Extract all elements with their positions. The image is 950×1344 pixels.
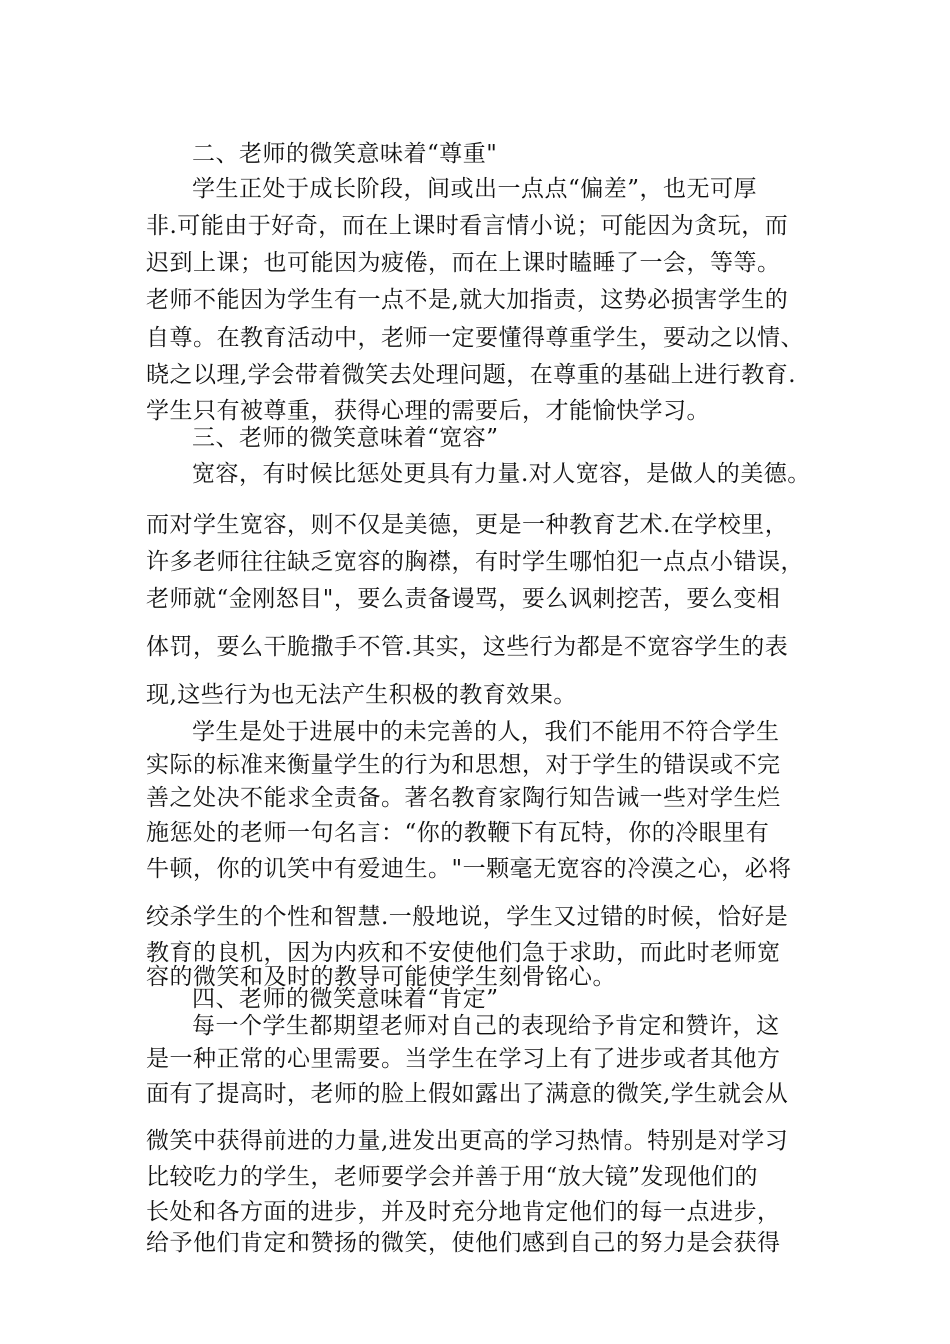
paragraph-line: 晓之以理,学会带着微笑去处理问题，在尊重的基础上进行教育. xyxy=(146,362,797,388)
paragraph-line: 自尊。在教育活动中，老师一定要懂得尊重学生，要动之以情、 xyxy=(146,325,804,351)
paragraph-line: 而对学生宽容，则不仅是美德，更是一种教育艺术.在学校里， xyxy=(146,512,789,538)
paragraph-line: 容的微笑和及时的教导可能使学生刻骨铭心。 xyxy=(146,964,616,990)
paragraph-line: 微笑中获得前进的力量,进发出更高的学习热情。特别是对学习 xyxy=(146,1128,789,1154)
paragraph-line: 学生只有被尊重，获得心理的需要后，才能愉快学习。 xyxy=(146,398,710,424)
heading-tolerance: 三、老师的微笑意味着“宽容” xyxy=(192,425,499,451)
paragraph-line: 老师就“金刚怒目"，要么责备谩骂，要么讽刺挖苦，要么变相 xyxy=(146,586,781,612)
heading-affirmation: 四、老师的微笑意味着“肯定” xyxy=(192,986,499,1012)
paragraph-line: 教育的良机，因为内疚和不安使他们急于求助，而此时老师宽 xyxy=(146,940,781,966)
paragraph-line: 牛顿，你的讥笑中有爱迪生。"一颗毫无宽容的冷漠之心，必将 xyxy=(146,856,792,882)
paragraph-line: 施惩处的老师一句名言：“你的教鞭下有瓦特，你的冷眼里有 xyxy=(146,820,770,846)
paragraph-line: 绞杀学生的个性和智慧.一般地说，学生又过错的时候，恰好是 xyxy=(146,904,789,930)
paragraph-line: 善之处决不能求全责备。著名教育家陶行知告诫一些对学生烂 xyxy=(146,785,781,811)
heading-respect: 二、老师的微笑意味着“尊重" xyxy=(192,141,498,167)
paragraph-line: 老师不能因为学生有一点不是,就大加指责，这势必损害学生的 xyxy=(146,287,789,313)
paragraph-line: 是一种正常的心里需要。当学生在学习上有了进步或者其他方 xyxy=(146,1046,781,1072)
paragraph-line: 宽容，有时候比惩处更具有力量.对人宽容，是做人的美德。 xyxy=(192,461,811,487)
paragraph-line: 学生正处于成长阶段，间或出一点点“偏差”，也无可厚 xyxy=(192,176,758,202)
paragraph-line: 体罚，要么干脆撒手不管.其实，这些行为都是不宽容学生的表 xyxy=(146,634,789,660)
paragraph-line: 每一个学生都期望老师对自己的表现给予肯定和赞许，这 xyxy=(192,1013,780,1039)
paragraph-line: 学生是处于进展中的未完善的人，我们不能用不符合学生 xyxy=(192,719,780,745)
paragraph-line: 许多老师往往缺乏宽容的胸襟，有时学生哪怕犯一点点小错误， xyxy=(146,549,804,575)
paragraph-line: 长处和各方面的进步，并及时充分地肯定他们的每一点进步， xyxy=(146,1199,781,1225)
paragraph-line: 比较吃力的学生，老师要学会并善于用“放大镜”发现他们的 xyxy=(146,1164,759,1190)
paragraph-line: 给予他们肯定和赞扬的微笑，使他们感到自己的努力是会获得 xyxy=(146,1230,781,1256)
paragraph-line: 非.可能由于好奇，而在上课时看言情小说；可能因为贪玩，而 xyxy=(146,213,789,239)
paragraph-line: 实际的标准来衡量学生的行为和思想，对于学生的错误或不完 xyxy=(146,752,781,778)
paragraph-line: 迟到上课；也可能因为疲倦，而在上课时瞌睡了一会，等等。 xyxy=(146,250,781,276)
paragraph-line: 面有了提高时，老师的脸上假如露出了满意的微笑,学生就会从 xyxy=(146,1081,789,1107)
paragraph-line: 现,这些行为也无法产生积极的教育效果。 xyxy=(146,682,577,708)
